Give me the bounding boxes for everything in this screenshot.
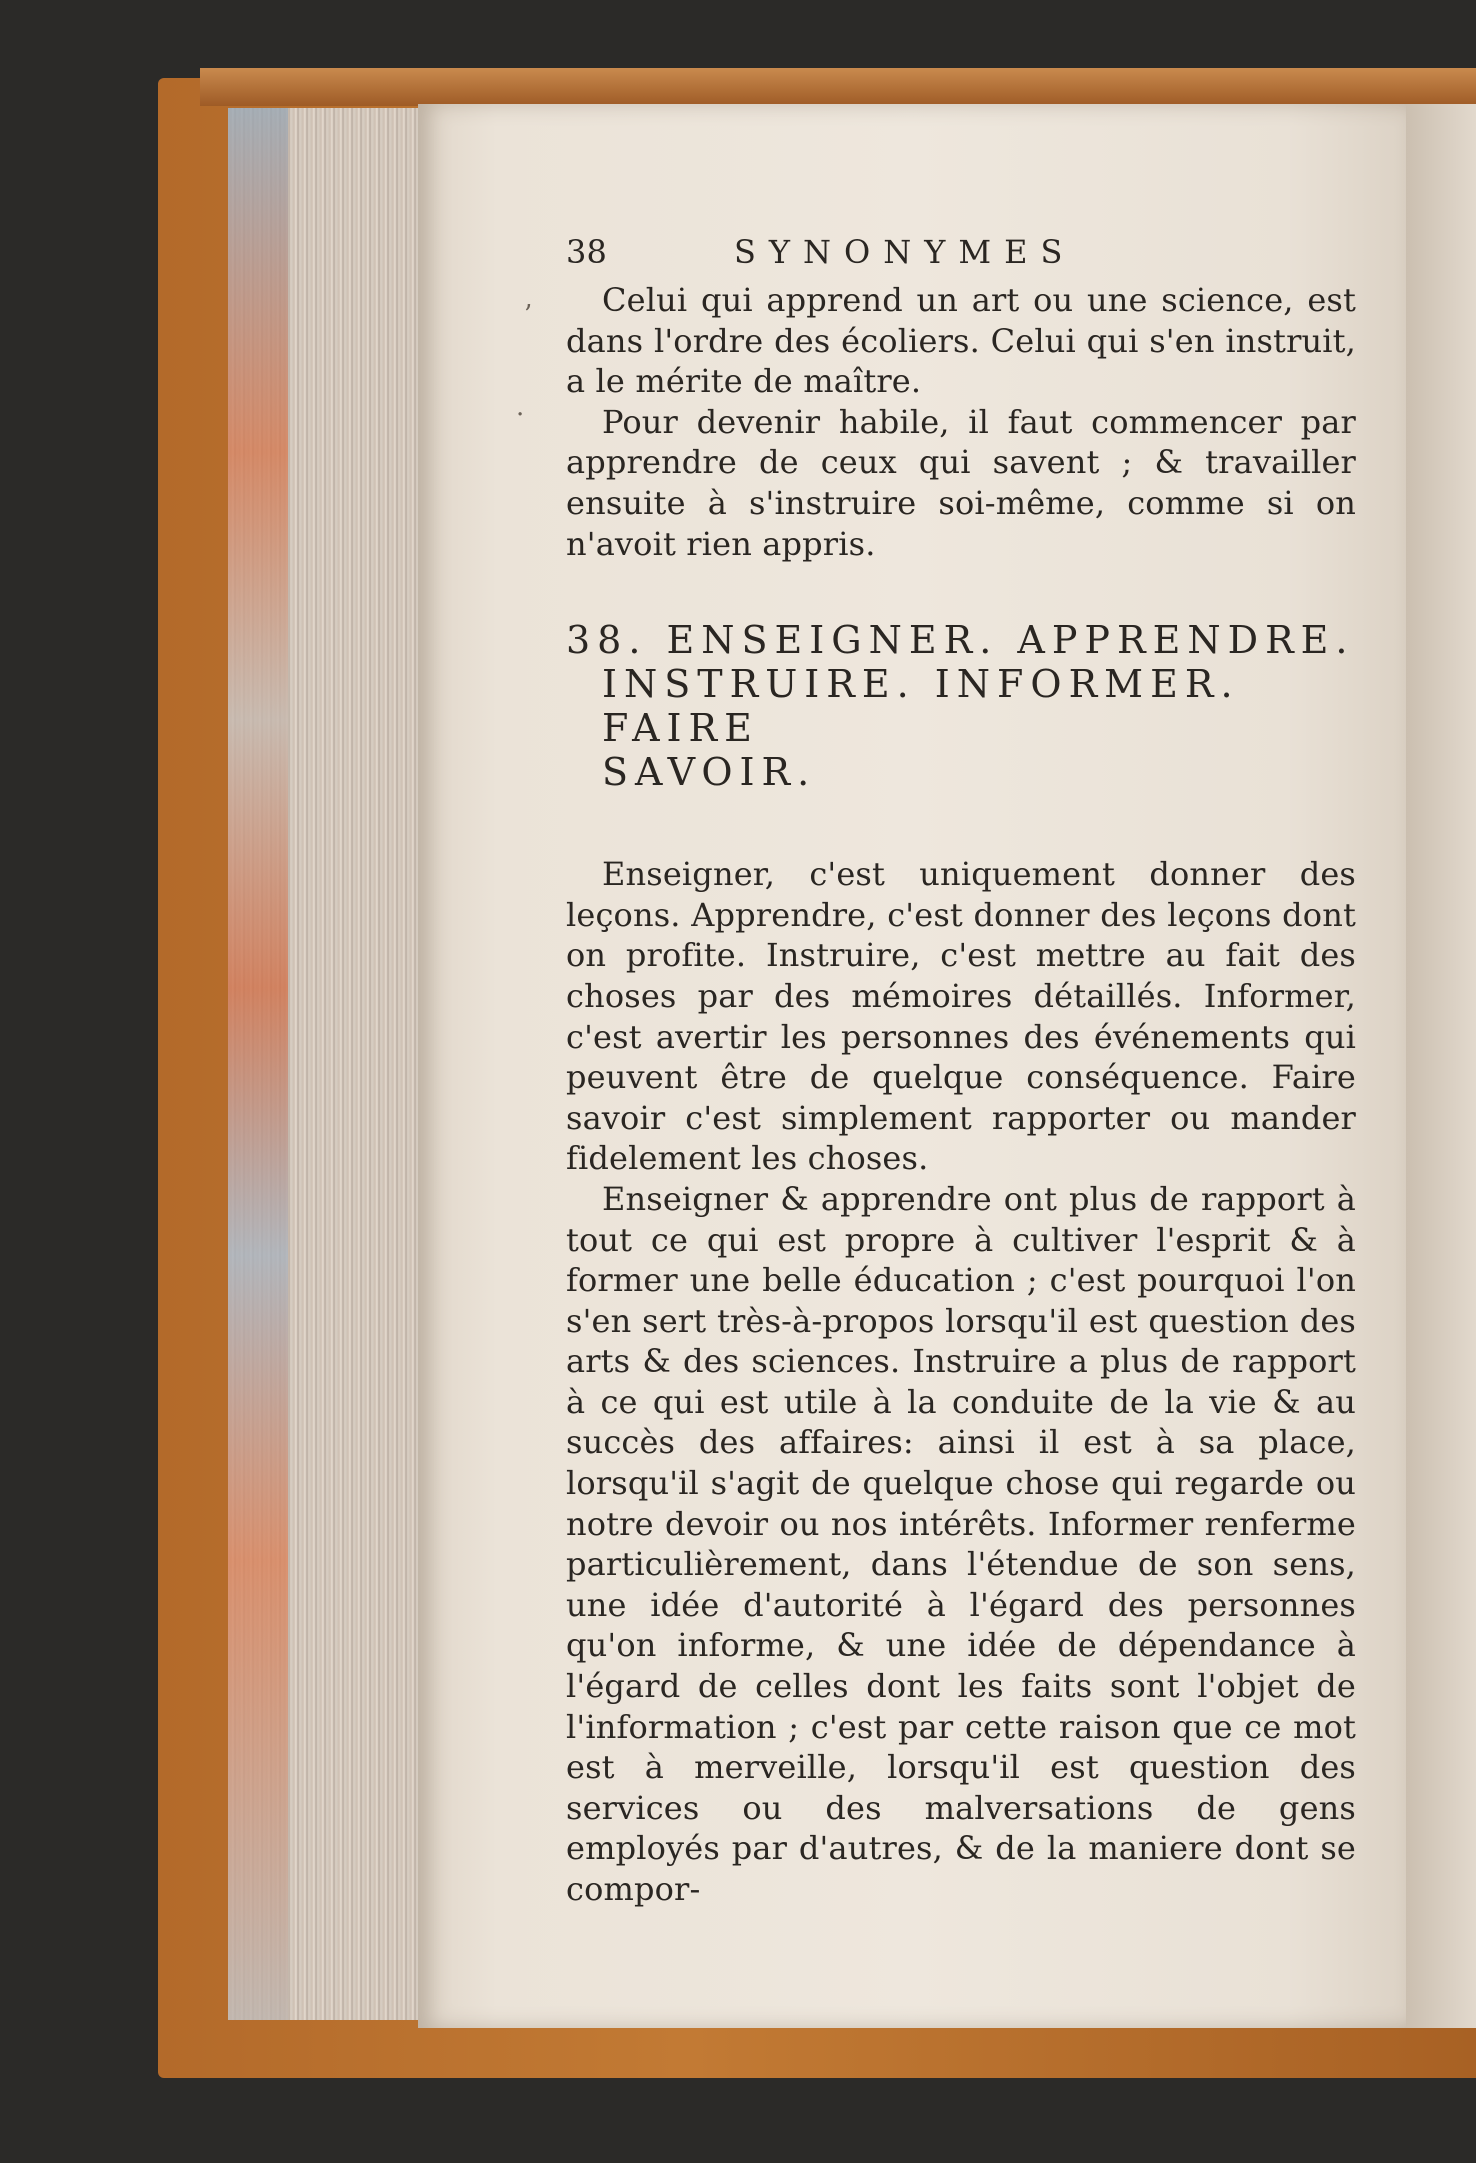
entry-heading-line: SAVOIR.	[602, 750, 817, 795]
paragraph: Pour devenir habile, il faut commencer par apprendre de ceux qui savent ; & travailler ensuite à s'instruire soi-même, comme si on n'avoit rien appris.	[566, 402, 1356, 563]
paragraph: Celui qui apprend un art ou une science, est dans l'ordre des écoliers. Celui qui s'en instruit, a le mérite de maître.	[566, 281, 1356, 401]
margin-mark: ·	[516, 400, 525, 430]
page-number: 38	[566, 233, 608, 271]
paragraph: Enseigner, c'est uniquement donner des leçons. Apprendre, c'est donner des leçons dont on profite. Instruire, c'est mettre au fait des choses par des mémoires détaillés. Informer, c'est avertir les personnes des événements qui peuvent être de quelque conséquence. Faire savoir c'est simplement rapporter ou mander fidelement les choses.	[566, 855, 1356, 1178]
entry-heading	[566, 618, 1356, 794]
text-block	[566, 232, 1356, 1910]
facing-page-edge	[1406, 104, 1476, 2028]
margin-mark: ’	[524, 300, 533, 330]
running-head	[566, 232, 1356, 280]
marbled-page-edge	[228, 108, 288, 2020]
entry-heading-line: ENSEIGNER. APPRENDRE.	[666, 618, 1355, 663]
cover-top-edge	[200, 68, 1476, 106]
entry-number: 38.	[566, 618, 648, 663]
running-title: SYNONYMES	[734, 233, 1076, 271]
paragraph: Enseigner & apprendre ont plus de rapport à tout ce qui est propre à cultiver l'esprit & à former une belle éducation ; c'est pourquoi l'on s'en sert très-à-propos lorsqu'il est question des arts & des sciences. Instruire a plus de rapport à ce qui est utile à la conduite de la vie & au succès des affaires: ainsi il est à sa place, lorsqu'il s'agit de quelque chose qui regarde ou notre devoir ou nos intérêts. Informer renferme particulièrement, dans l'étendue de son sens, une idée d'autorité à l'égard des personnes qu'on informe, & une idée de dépendance à l'égard de celles dont les faits sont l'objet de l'information ; c'est par cette raison que ce mot est à merveille, lorsqu'il est question des services ou des malversations de gens employés par d'autres, & de la maniere dont se compor-	[566, 1179, 1356, 1908]
entry-heading-line: INSTRUIRE. INFORMER. FAIRE	[602, 662, 1240, 751]
